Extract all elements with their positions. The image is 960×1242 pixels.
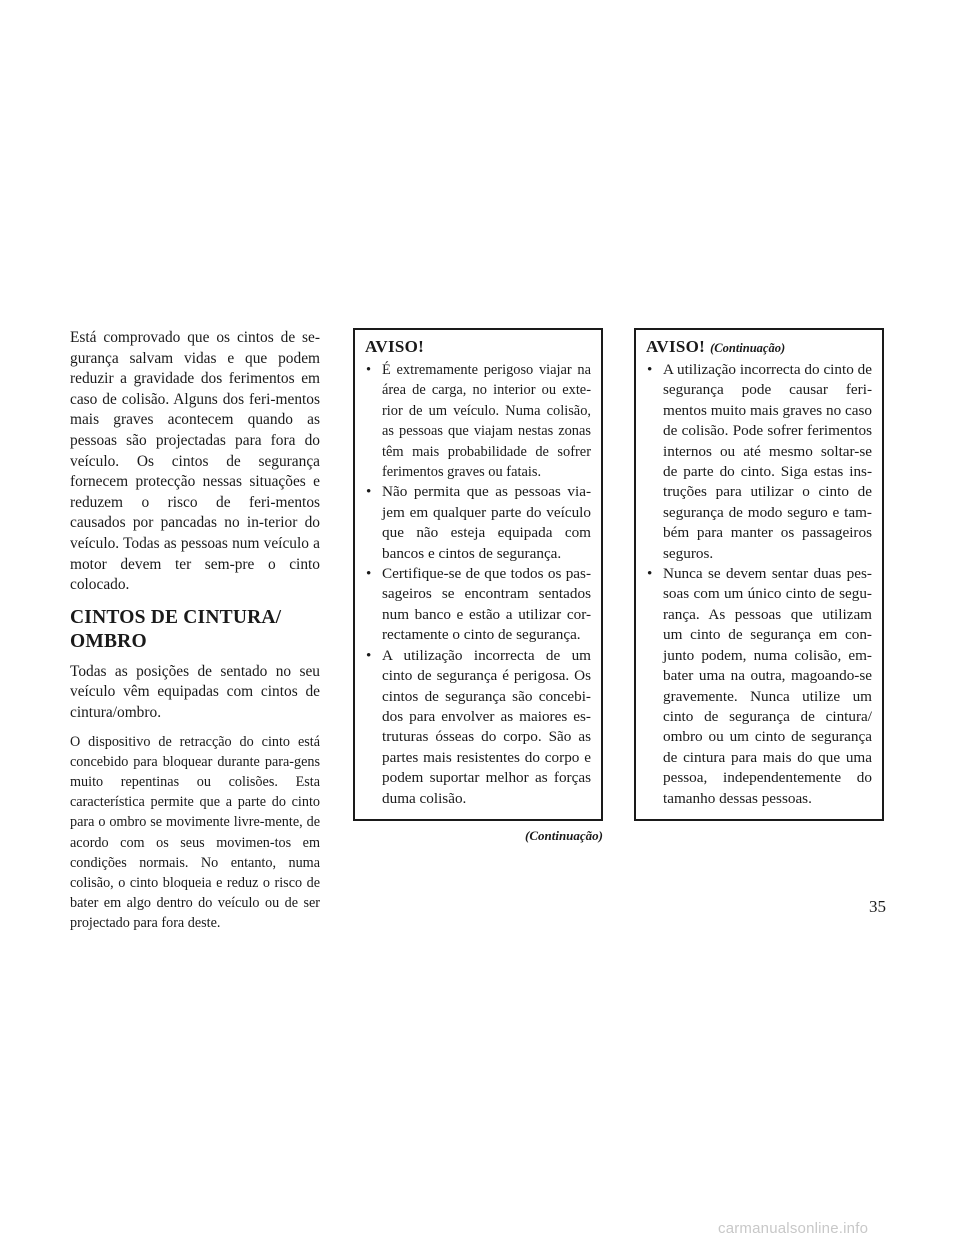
warning-item: [365, 564, 591, 646]
bullet-icon: •: [366, 565, 372, 583]
warning-box: [353, 328, 603, 821]
left-column: [70, 328, 320, 942]
continued-note: (Continuação): [524, 827, 603, 843]
page-number: 35: [869, 897, 886, 916]
warning-item: [646, 360, 872, 564]
intro-paragraph: Está comprovado que os cintos de se-gurança salvam vidas e que podem reduzir a gravidade dos ferimentos em caso de colisão. Alguns dos feri-mentos mais graves acontecem quando as pessoas são projectadas para fora do veículo. Os cintos de segurança fornecem protecção nessas situações e reduzem o risco de feri-mentos causados por pancadas no in-terior do veículo. Todas as pessoas num veículo a motor devem ter sem-pre o cinto colocado.: [70, 329, 320, 594]
warning-box-continued: [634, 328, 884, 821]
warning-list: [646, 360, 872, 809]
warning-title: [646, 337, 872, 357]
bullet-icon: •: [647, 361, 653, 378]
warning-item-text: A utilização incorrecta de um cinto de segurança é perigosa. Os cintos de segurança são concebi-dos para envolver as maiores es-truturas ósseas do corpo. São as partes mais resistentes do corpo e podem suportar melhor as forças duma colisão.: [382, 646, 591, 807]
warning-item-text: Certifique-se de que todos os pas-sageiros se encontram sentados num banco e estão a utilizar cor-rectamente o cinto de segurança.: [382, 565, 591, 644]
warning-item-text: A utilização incorrecta do cinto de segurança pode causar feri-mentos muito mais graves no caso de colisão. Pode sofrer ferimentos internos ou até mesmo soltar-se de parte do cinto. Siga estas ins-truções para utilizar o cinto de segurança de modo seguro e tam-bém para manter os passageiros seguros.: [663, 361, 872, 562]
warning-item: [365, 482, 591, 564]
continued-tag: (Continuação): [710, 341, 786, 355]
warning-item-text: Não permita que as pessoas via-jem em qualquer parte do veículo que não esteja equipada com bancos e cintos de segurança.: [382, 483, 591, 562]
warning-item-text: É extremamente perigoso viajar na área de carga, no interior ou exte-rior de um veículo. Numa colisão, as pessoas que viajam nestas zonas têm mais probabilidade de sofrer ferimentos graves ou fatais.: [382, 362, 591, 481]
warning-title: AVISO!: [365, 337, 425, 356]
middle-column: [353, 328, 603, 844]
watermark: carmanualsonline.info: [718, 1220, 869, 1237]
bullet-icon: •: [647, 565, 653, 583]
warning-title-text: AVISO!: [646, 337, 706, 356]
section-heading-line2: OMBRO: [70, 630, 147, 652]
bullet-icon: •: [366, 362, 372, 378]
right-column: [634, 328, 884, 821]
seating-paragraph: Todas as posições de sentado no seu veículo vêm equipadas com cintos de cintura/ombro.: [70, 662, 320, 721]
warning-item: [646, 564, 872, 809]
bullet-icon: •: [366, 483, 372, 501]
section-heading-line1: CINTOS DE CINTURA/: [70, 606, 282, 628]
warning-item: [365, 360, 591, 482]
section-heading: [70, 606, 320, 654]
bullet-icon: •: [366, 646, 372, 664]
warning-item: [365, 646, 591, 809]
warning-item-text: Nunca se devem sentar duas pes-soas com um único cinto de segu-rança. As pessoas que utilizam um cinto de segurança em con-junto podem, numa colisão, em-bater uma na outra, magoando-se gravemente. Nunca utilize um cinto de segurança de cintura/ ombro ou um cinto de segurança de cintura para mais do que uma pessoa, independentemente do tamanho dessas pessoas.: [663, 565, 872, 807]
retractor-paragraph: O dispositivo de retracção do cinto está concebido para bloquear durante para-gens muito repentinas ou colisões. Esta característica permite que a parte do cinto para o ombro se movimente livre-mente, de acordo com os seus movimen-tos em condições normais. No entanto, numa colisão, o cinto bloqueia e reduz o risco de bater em algo dentro do veículo ou de ser projectado para fora deste.: [70, 733, 320, 932]
warning-list: [365, 360, 591, 809]
